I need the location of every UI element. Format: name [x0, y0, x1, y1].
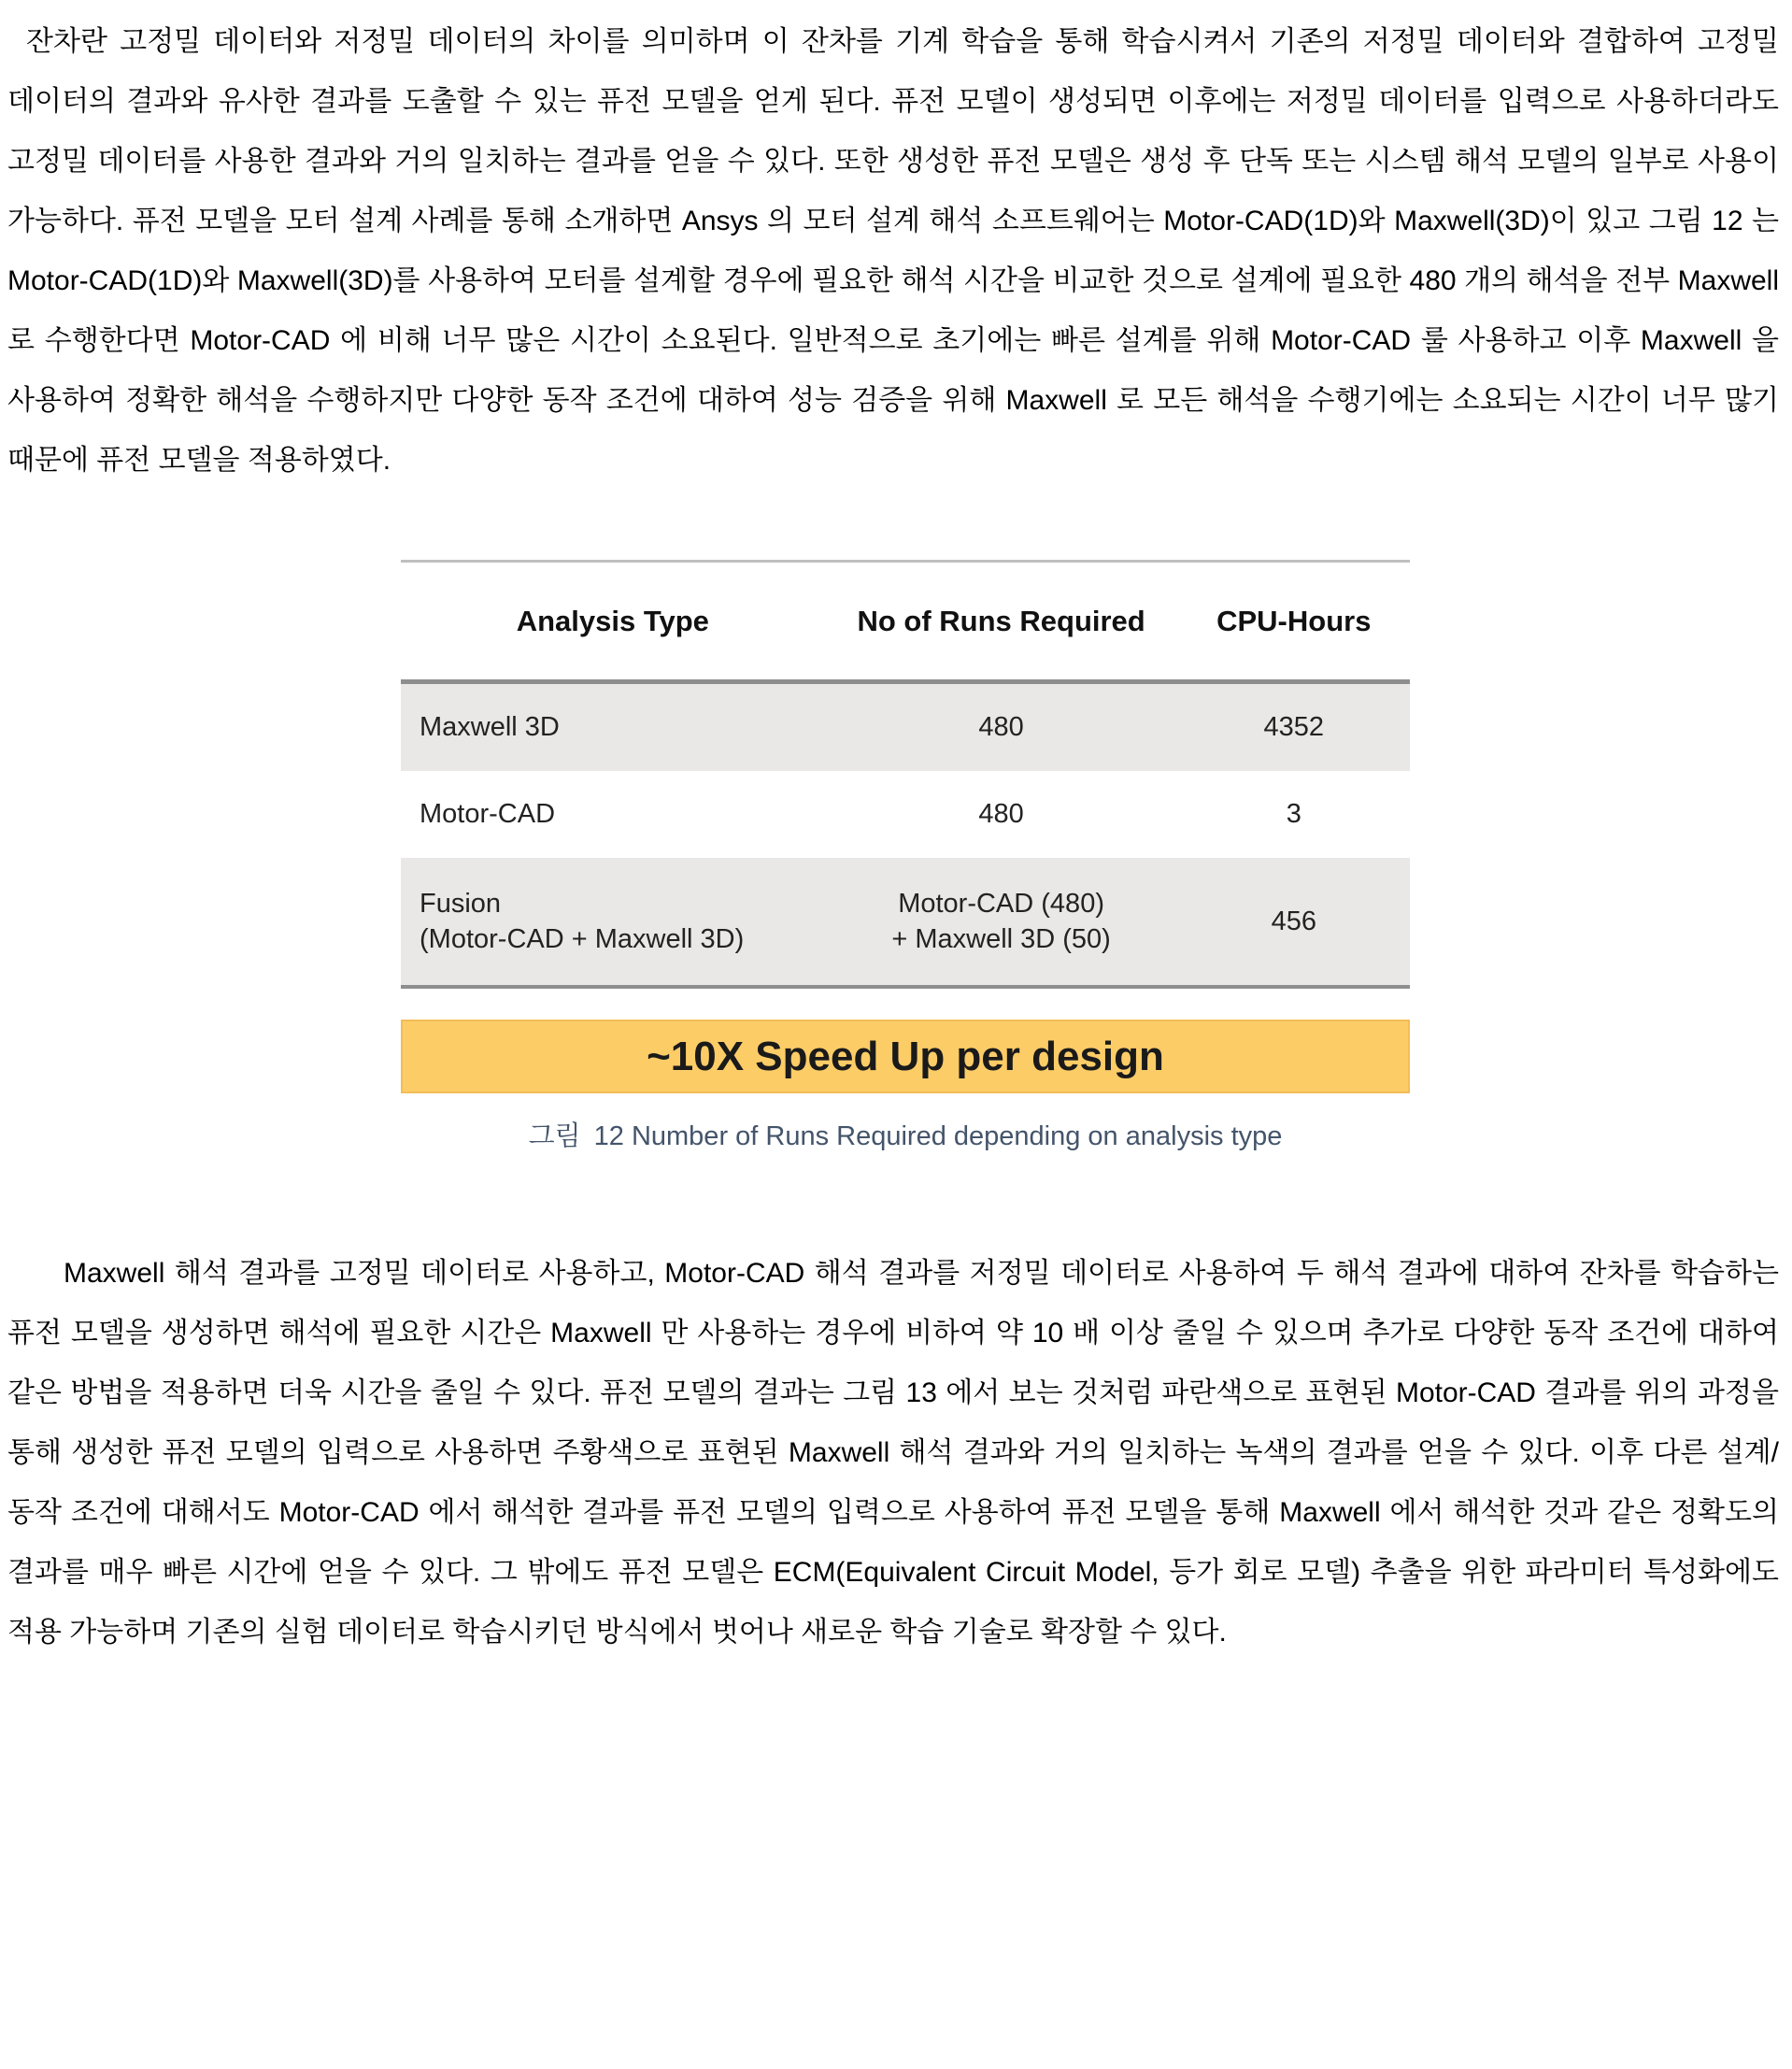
- table-header-cpu-hours: CPU-Hours: [1216, 604, 1372, 637]
- table-row-fusion: [401, 858, 1410, 985]
- table-header-analysis-type: Analysis Type: [516, 604, 709, 637]
- table-bottom-border: [401, 985, 1410, 989]
- table-row-motor-cad: [401, 771, 1410, 858]
- cell-analysis-type: Maxwell 3D: [420, 712, 560, 742]
- analysis-table: [401, 560, 1410, 989]
- figure-caption-text: 12 Number of Runs Required depending on analysis type: [593, 1121, 1283, 1151]
- cell-cpu-hours: 4352: [1263, 712, 1325, 742]
- table-header-runs-required: No of Runs Required: [857, 604, 1145, 637]
- paragraph-2: Maxwell 해석 결과를 고정밀 데이터로 사용하고, Motor-CAD 해석 결과를 저정밀 데이터로 사용하여 두 해석 결과에 대하여 잔차를 학습하는 퓨전 모델을 생성하면 해석에 필요한 시간은 Maxwell 만 사용하는 경우에 비하여 약 10 배 이상 줄일 수 있으며 추가로 다양한 동작 조건에 대하여 같은 방법을 적용하면 더욱 시간을 줄일 수 있다. 퓨전 모델의 결과는 그림 13 에서 보는 것처럼 파란색으로 표현된 Motor-CAD 결과를 위의 과정을 통해 생성한 퓨전 모델의 입력으로 사용하면 주황색으로 표현된 Maxwell 해석 결과와 거의 일치하는 녹색의 결과를 얻을 수 있다. 이후 다른 설계/동작 조건에 대해서도 Motor-CAD 에서 해석한 결과를 퓨전 모델의 입력으로 사용하여 퓨전 모델을 통해 Maxwell 에서 해석한 것과 같은 정확도의 결과를 매우 빠른 시간에 얻을 수 있다. 그 밖에도 퓨전 모델은 ECM(Equivalent Circuit Model, 등가 회로 모델) 추출을 위한 파라미터 특성화에도 적용 가능하며 기존의 실험 데이터로 학습시키던 방식에서 벗어나 새로운 학습 기술로 확장할 수 있다.: [7, 1258, 1779, 1648]
- paragraph-1: 잔차란 고정밀 데이터와 저정밀 데이터의 차이를 의미하며 이 잔차를 기계 학습을 통해 학습시켜서 기존의 저정밀 데이터와 결합하여 고정밀 데이터의 결과와 유사한 결과를 도출할 수 있는 퓨전 모델을 얻게 된다. 퓨전 모델이 생성되면 이후에는 저정밀 데이터를 입력으로 사용하더라도 고정밀 데이터를 사용한 결과와 거의 일치하는 결과를 얻을 수 있다. 또한 생성한 퓨전 모델은 생성 후 단독 또는 시스템 해석 모델의 일부로 사용이 가능하다. 퓨전 모델을 모터 설계 사례를 통해 소개하면 Ansys 의 모터 설계 해석 소프트웨어는 Motor-CAD(1D)와 Maxwell(3D)이 있고 그림 12 는 Motor-CAD(1D)와 Maxwell(3D)를 사용하여 모터를 설계할 경우에 필요한 해석 시간을 비교한 것으로 설계에 필요한 480 개의 해석을 전부 Maxwell 로 수행한다면 Motor-CAD 에 비해 너무 많은 시간이 소요된다. 일반적으로 초기에는 빠른 설계를 위해 Motor-CAD 룰 사용하고 이후 Maxwell 을 사용하여 정확한 해석을 수행하지만 다양한 동작 조건에 대하여 성능 검증을 위해 Maxwell 로 모든 해석을 수행기에는 소요되는 시간이 너무 많기 때문에 퓨전 모델을 적용하였다.: [7, 26, 1779, 476]
- speedup-banner: [401, 1020, 1410, 1093]
- fusion-runs-line1: Motor-CAD (480): [898, 889, 1104, 919]
- cell-cpu-hours: 3: [1286, 799, 1301, 829]
- figure-caption: [401, 1116, 1410, 1157]
- cell-cpu-hours: 456: [1271, 906, 1316, 936]
- cell-runs: 480: [978, 799, 1024, 829]
- cell-analysis-type: [401, 886, 825, 957]
- table-row-maxwell-3d: [401, 684, 1410, 771]
- cell-runs: [825, 886, 1178, 957]
- fusion-runs-line2: + Maxwell 3D (50): [891, 924, 1111, 954]
- speedup-banner-text: ~10X Speed Up per design: [647, 1033, 1164, 1079]
- fusion-label: Fusion: [420, 889, 502, 919]
- cell-runs: 480: [978, 712, 1024, 742]
- table-header-row: [401, 563, 1410, 679]
- figure-caption-label: 그림: [528, 1121, 581, 1151]
- figure-12: [0, 560, 1792, 1157]
- cell-analysis-type: Motor-CAD: [420, 799, 556, 829]
- fusion-sublabel: (Motor-CAD + Maxwell 3D): [420, 924, 745, 954]
